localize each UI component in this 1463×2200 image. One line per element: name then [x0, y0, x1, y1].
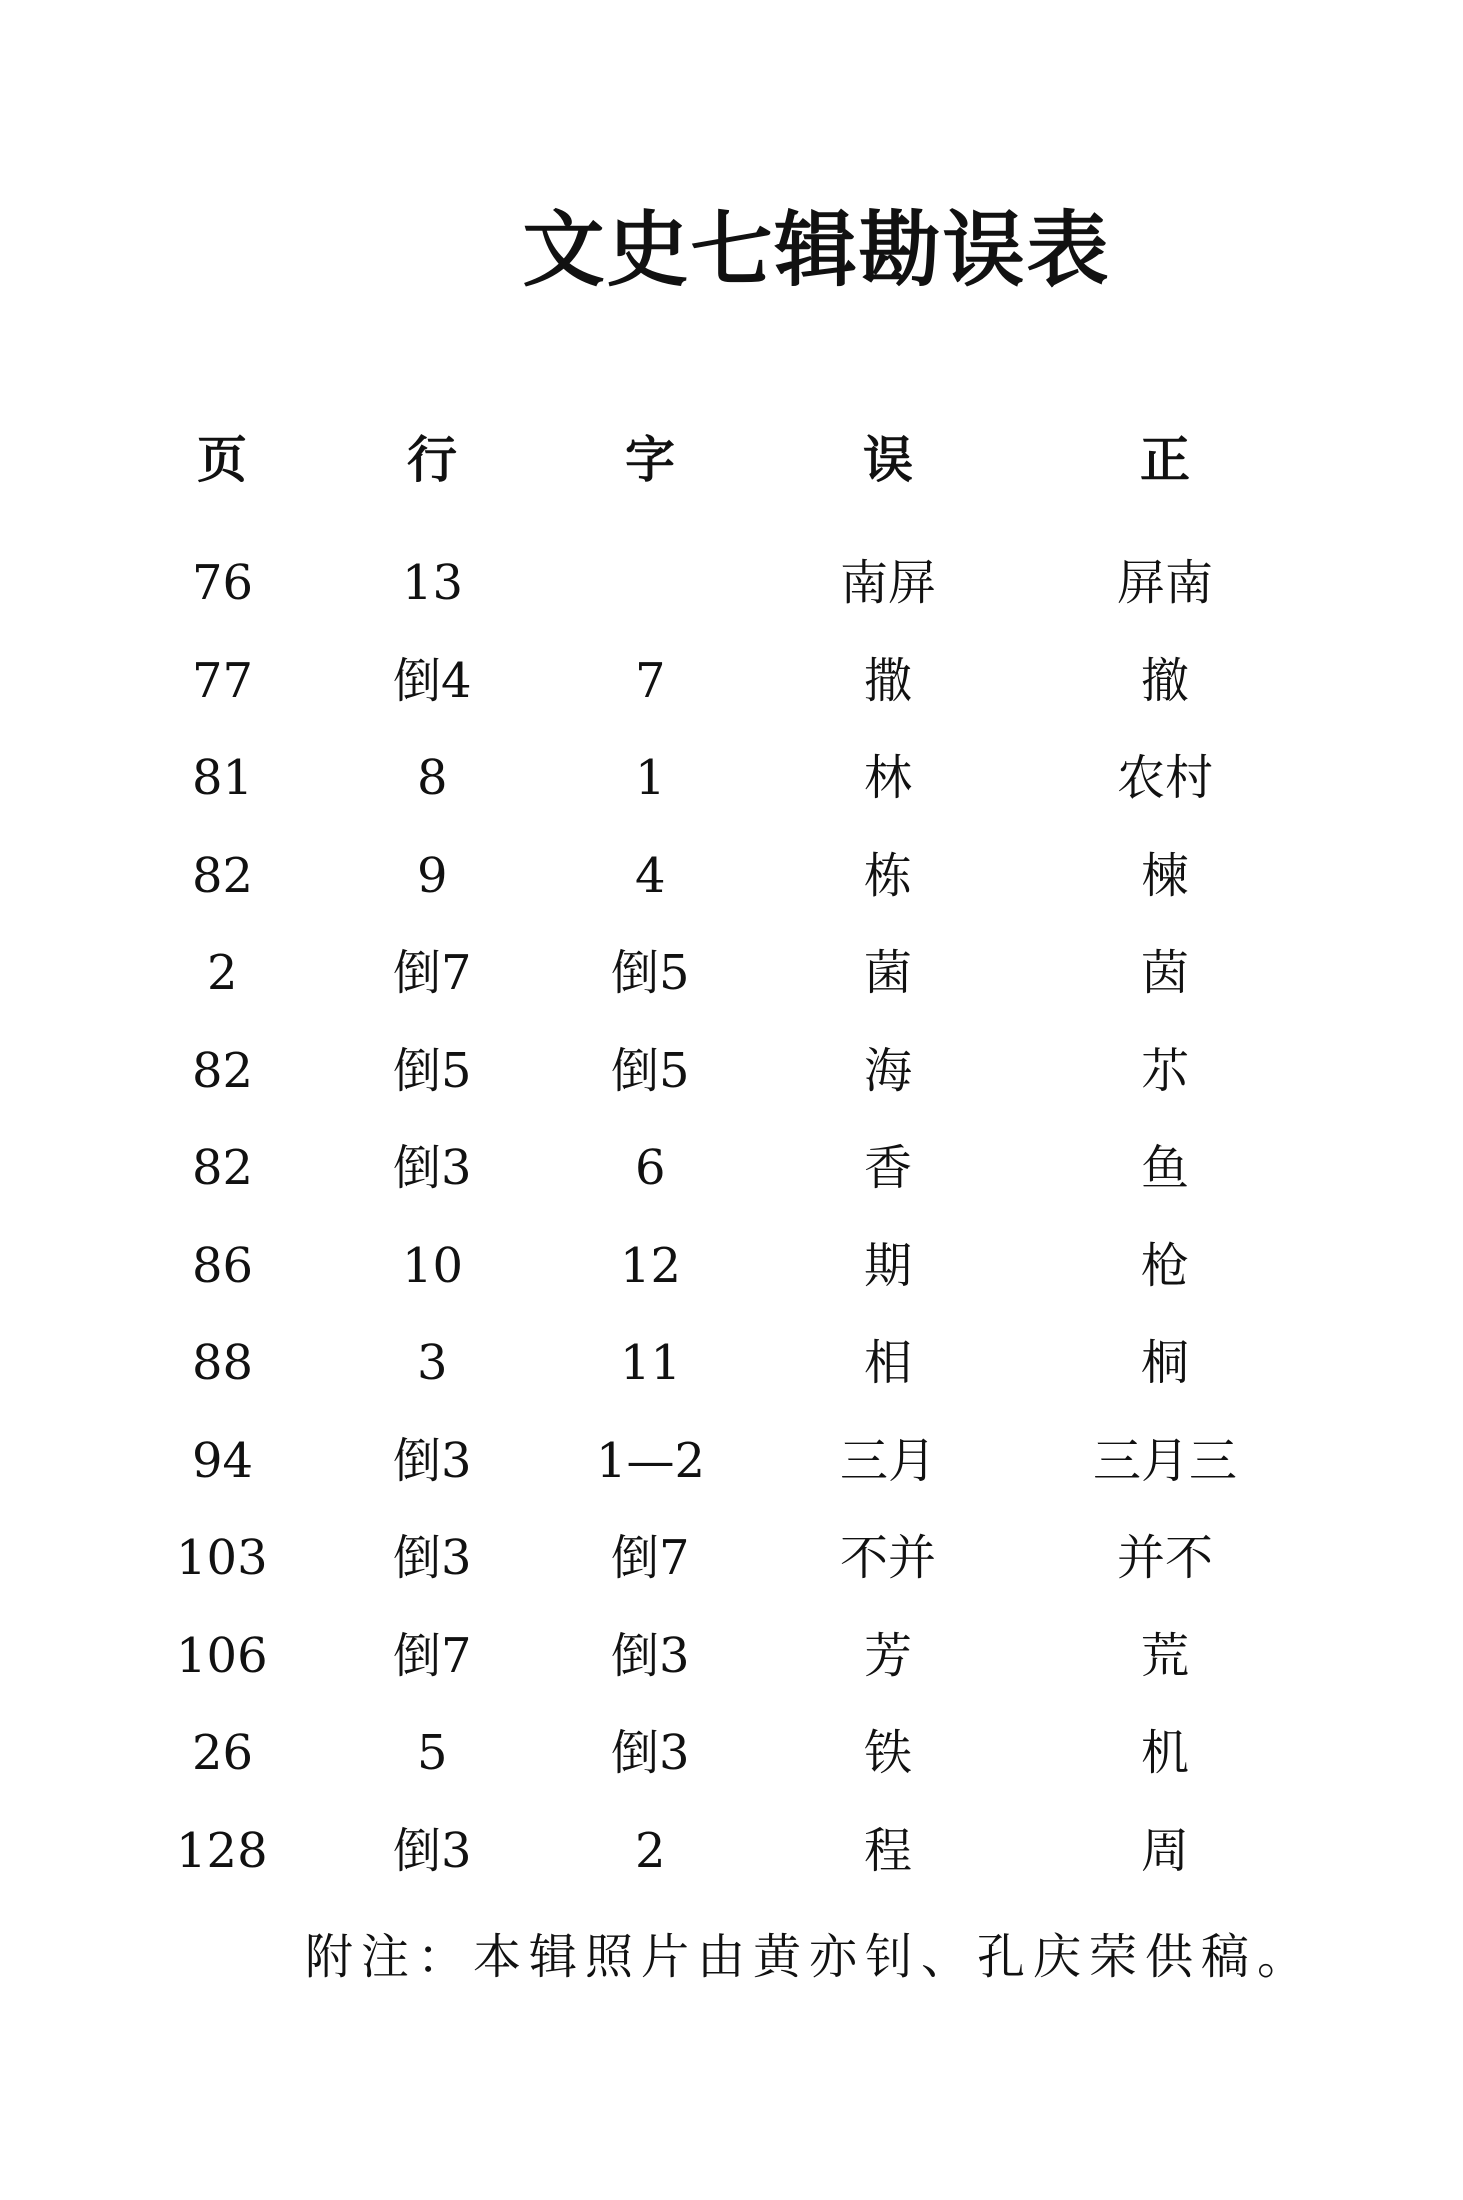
cell-correct: 䒕 — [1141, 1043, 1190, 1099]
cell-correct: 枪 — [1141, 1238, 1190, 1294]
cell-wrong: 林 — [864, 750, 913, 806]
cell-char: 1—2 — [596, 1433, 706, 1489]
cell-correct: 周 — [1141, 1823, 1190, 1879]
cell-wrong: 栋 — [864, 848, 913, 904]
cell-line: 倒7 — [393, 1628, 472, 1684]
cell-wrong: 香 — [864, 1140, 913, 1196]
cell-wrong: 南屏 — [840, 555, 937, 611]
cell-char: 倒5 — [611, 945, 690, 1001]
header-line: 行 — [407, 430, 457, 489]
cell-wrong: 不并 — [840, 1530, 937, 1586]
cell-char: 4 — [635, 848, 666, 904]
cell-line: 倒3 — [393, 1823, 472, 1879]
cell-char: 1 — [635, 750, 666, 806]
cell-wrong: 期 — [864, 1238, 913, 1294]
cell-line: 倒5 — [393, 1043, 472, 1099]
cell-char: 倒3 — [611, 1628, 690, 1684]
cell-line: 9 — [417, 848, 448, 904]
cell-char: 倒7 — [611, 1530, 690, 1586]
cell-page: 88 — [192, 1335, 254, 1391]
cell-line: 8 — [417, 750, 448, 806]
cell-page: 81 — [192, 750, 254, 806]
cell-line: 5 — [417, 1725, 448, 1781]
cell-correct: 楝 — [1141, 848, 1190, 904]
cell-correct: 茵 — [1141, 945, 1190, 1001]
cell-line: 倒3 — [393, 1140, 472, 1196]
cell-correct: 机 — [1141, 1725, 1190, 1781]
cell-char: 6 — [635, 1140, 666, 1196]
cell-char: 2 — [635, 1823, 666, 1879]
cell-correct: 三月三 — [1093, 1433, 1238, 1489]
cell-char: 12 — [620, 1238, 682, 1294]
cell-wrong: 三月 — [840, 1433, 937, 1489]
cell-page: 26 — [192, 1725, 254, 1781]
cell-page: 82 — [192, 848, 254, 904]
cell-wrong: 菌 — [864, 945, 913, 1001]
cell-char: 倒5 — [611, 1043, 690, 1099]
cell-line: 倒7 — [393, 945, 472, 1001]
cell-page: 76 — [192, 555, 254, 611]
cell-line: 倒4 — [393, 653, 472, 709]
header-wrong: 误 — [863, 430, 913, 489]
cell-correct: 鱼 — [1141, 1140, 1190, 1196]
header-page: 页 — [197, 430, 247, 489]
cell-correct: 撤 — [1141, 653, 1190, 709]
cell-correct: 屏南 — [1117, 555, 1214, 611]
cell-correct: 荒 — [1141, 1628, 1190, 1684]
cell-char: 倒3 — [611, 1725, 690, 1781]
cell-page: 82 — [192, 1043, 254, 1099]
cell-page: 82 — [192, 1140, 254, 1196]
cell-wrong: 铁 — [864, 1725, 913, 1781]
cell-line: 倒3 — [393, 1530, 472, 1586]
cell-wrong: 芳 — [864, 1628, 913, 1684]
cell-line: 13 — [402, 555, 464, 611]
cell-wrong: 相 — [864, 1335, 913, 1391]
cell-line: 倒3 — [393, 1433, 472, 1489]
cell-page: 94 — [192, 1433, 254, 1489]
cell-page: 103 — [176, 1530, 268, 1586]
cell-line: 10 — [402, 1238, 464, 1294]
cell-wrong: 撒 — [864, 653, 913, 709]
cell-char: 11 — [620, 1335, 682, 1391]
cell-page: 128 — [176, 1823, 268, 1879]
header-char: 字 — [625, 430, 675, 489]
cell-char: 7 — [635, 653, 666, 709]
cell-correct: 桐 — [1141, 1335, 1190, 1391]
cell-page: 2 — [207, 945, 238, 1001]
cell-page: 86 — [192, 1238, 254, 1294]
cell-correct: 农村 — [1117, 750, 1214, 806]
header-correct: 正 — [1140, 430, 1190, 489]
cell-page: 106 — [176, 1628, 268, 1684]
cell-wrong: 海 — [864, 1043, 913, 1099]
cell-page: 77 — [192, 653, 254, 709]
cell-correct: 并不 — [1117, 1530, 1214, 1586]
page-title: 文史七辑勘误表 — [522, 202, 1111, 298]
cell-wrong: 程 — [864, 1823, 913, 1879]
footnote: 附注：本辑照片由黄亦钊、孔庆荣供稿。 — [305, 1929, 1314, 1985]
cell-line: 3 — [417, 1335, 448, 1391]
